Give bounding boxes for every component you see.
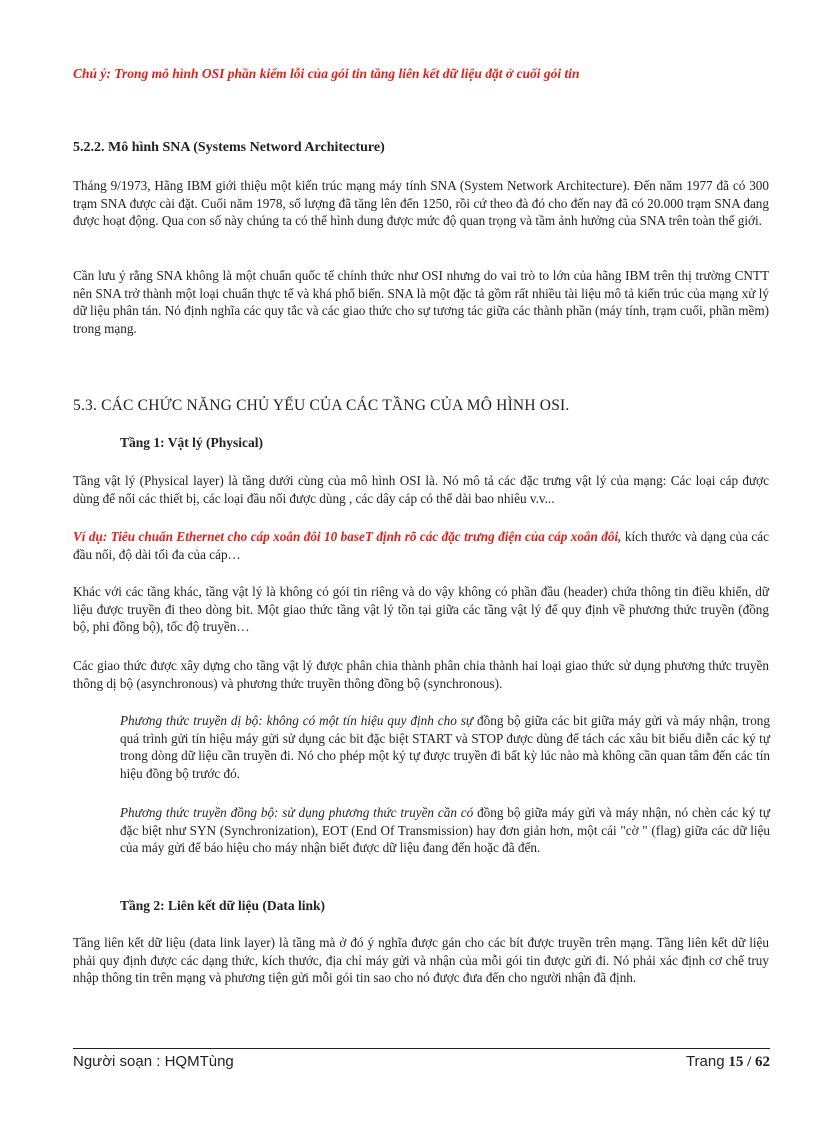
layer1-title: Tầng 1: Vật lý (Physical) <box>120 435 264 450</box>
section-5-3-heading: 5.3. CÁC CHỨC NĂNG CHỦ YẾU CỦA CÁC TẦNG CỦA MÔ HÌNH OSI. <box>73 397 570 414</box>
example-highlight: Ví dụ: Tiêu chuẩn Ethernet cho cáp xoắn đôi 10 baseT định rõ các đặc trưng điện của cáp xoắn đôi, <box>73 529 622 544</box>
footer-page-number: 15 / 62 <box>728 1054 770 1070</box>
section-5-2-2-heading: 5.2.2. Mô hình SNA (Systems Netword Architecture) <box>73 140 385 155</box>
footer-author: Người soạn : HQMTùng <box>73 1053 234 1070</box>
layer2-title: Tầng 2: Liên kết dữ liệu (Data link) <box>120 898 325 913</box>
sna-paragraph-2: Cần lưu ý rằng SNA không là một chuẩn quốc tế chính thức như OSI nhưng do vai trò to lớn của hãng IBM trên thị trường CNTT nên SNA trở thành một loại chuẩn thực tế và khá phổ biến. SNA là một đặc tả gồm rất nhiều tài liệu mô tả kiến trúc của mạng xử lý dữ liệu phân tán. Nó định nghĩa các quy tắc và các giao thức cho sự tương tác giữa các thành phần (máy tính, trạm cuối, phần mềm) trong mạng. <box>73 268 770 336</box>
layer2-paragraph-1: Tầng liên kết dữ liệu (data link layer) là tầng mà ở đó ý nghĩa được gán cho các bít được truyền trên mạng. Tầng liên kết dữ liệu phải quy định được các dạng thức, kích thước, địa chỉ máy gửi và nhận của mỗi gói tin được gửi đi. Nó phải xác định cơ chế truy nhập thông tin trên mạng và phương tiện gửi mỗi gói tin sao cho nó được đưa đến cho người nhận đã định. <box>73 935 769 986</box>
async-lead: Phương thức truyền dị bộ: không có một tín hiệu quy định cho sự <box>120 713 474 728</box>
async-rest: đồng bộ giữa các bit giữa máy gửi và máy nhận, trong quá trình gửi tín hiệu máy gửi sử dụng các bit đặc biệt START và STOP được dùng để tách các xâu bit biểu diễn các ký tự trong dòng dữ liệu cần truyền đi. Nó cho phép một ký tự được truyền đi bất kỳ lúc nào mà không cần quan tâm đến các tín hiệu đồng bộ trước đó. <box>120 713 770 781</box>
note-text: Chú ý: Trong mô hình OSI phần kiểm lỗi của gói tin tầng liên kết dữ liệu đặt ở cuối gói tin <box>73 66 580 81</box>
layer1-example <box>73 528 769 563</box>
footer-page-info <box>686 1053 770 1071</box>
layer1-paragraph-2: Khác với các tầng khác, tầng vật lý là không có gói tin riêng và do vậy không có phần đầu (header) chứa thông tin điều khiển, dữ liệu được truyền đi theo dòng bit. Một giao thức tầng vật lý tồn tại giữa các tầng vật lý để quy định về phương thức truyền (đồng bộ, phi đồng bộ), tốc độ truyền… <box>73 584 769 635</box>
footer-page-label: Trang <box>685 1053 725 1070</box>
sync-lead: Phương thức truyền đồng bộ: sử dụng phương thức truyền cần có <box>120 805 474 820</box>
sync-transmission-paragraph <box>120 804 770 857</box>
async-transmission-paragraph <box>120 712 770 782</box>
sna-paragraph-1: Tháng 9/1973, Hãng IBM giới thiệu một kiến trúc mạng máy tính SNA (System Network Architecture). Đến năm 1977 đã có 300 trạm SNA được cài đặt. Cuối năm 1978, số lượng đã tăng lên đến 1250, rồi cứ theo đà đó cho đến nay đã có 20.000 trạm SNA đang được hoạt động. Qua con số này chúng ta có thể hình dung được mức độ quan trọng và tầm ảnh hưởng của SNA trên toàn thế giới. <box>73 178 769 229</box>
layer1-paragraph-1: Tầng vật lý (Physical layer) là tầng dưới cùng của mô hình OSI là. Nó mô tả các đặc trưng vật lý của mạng: Các loại cáp được dùng để nối các thiết bị, các loại đầu nối được dùng , các dây cáp có thể dài bao nhiêu v.v... <box>73 473 769 506</box>
footer-divider <box>73 1048 770 1049</box>
sync-rest: đồng bộ giữa máy gửi và máy nhận, nó chèn các ký tự đặc biệt như SYN (Synchronization), EOT (End Of Transmission) hay đơn giản hơn, một cái "cờ " (flag) giữa các dữ liệu của máy gửi để báo hiệu cho máy nhận biết được dữ liệu đang đến hoặc đã đến. <box>120 805 770 856</box>
example-rest: kích thước và dạng của các đầu nối, độ dài tối đa của cáp… <box>73 529 769 562</box>
layer1-paragraph-3: Các giao thức được xây dựng cho tầng vật lý được phân chia thành phân chia thành hai loại giao thức sử dụng phương thức truyền thông dị bộ (asynchronous) và phương thức truyền thông đồng bộ (synchronous). <box>73 658 769 691</box>
